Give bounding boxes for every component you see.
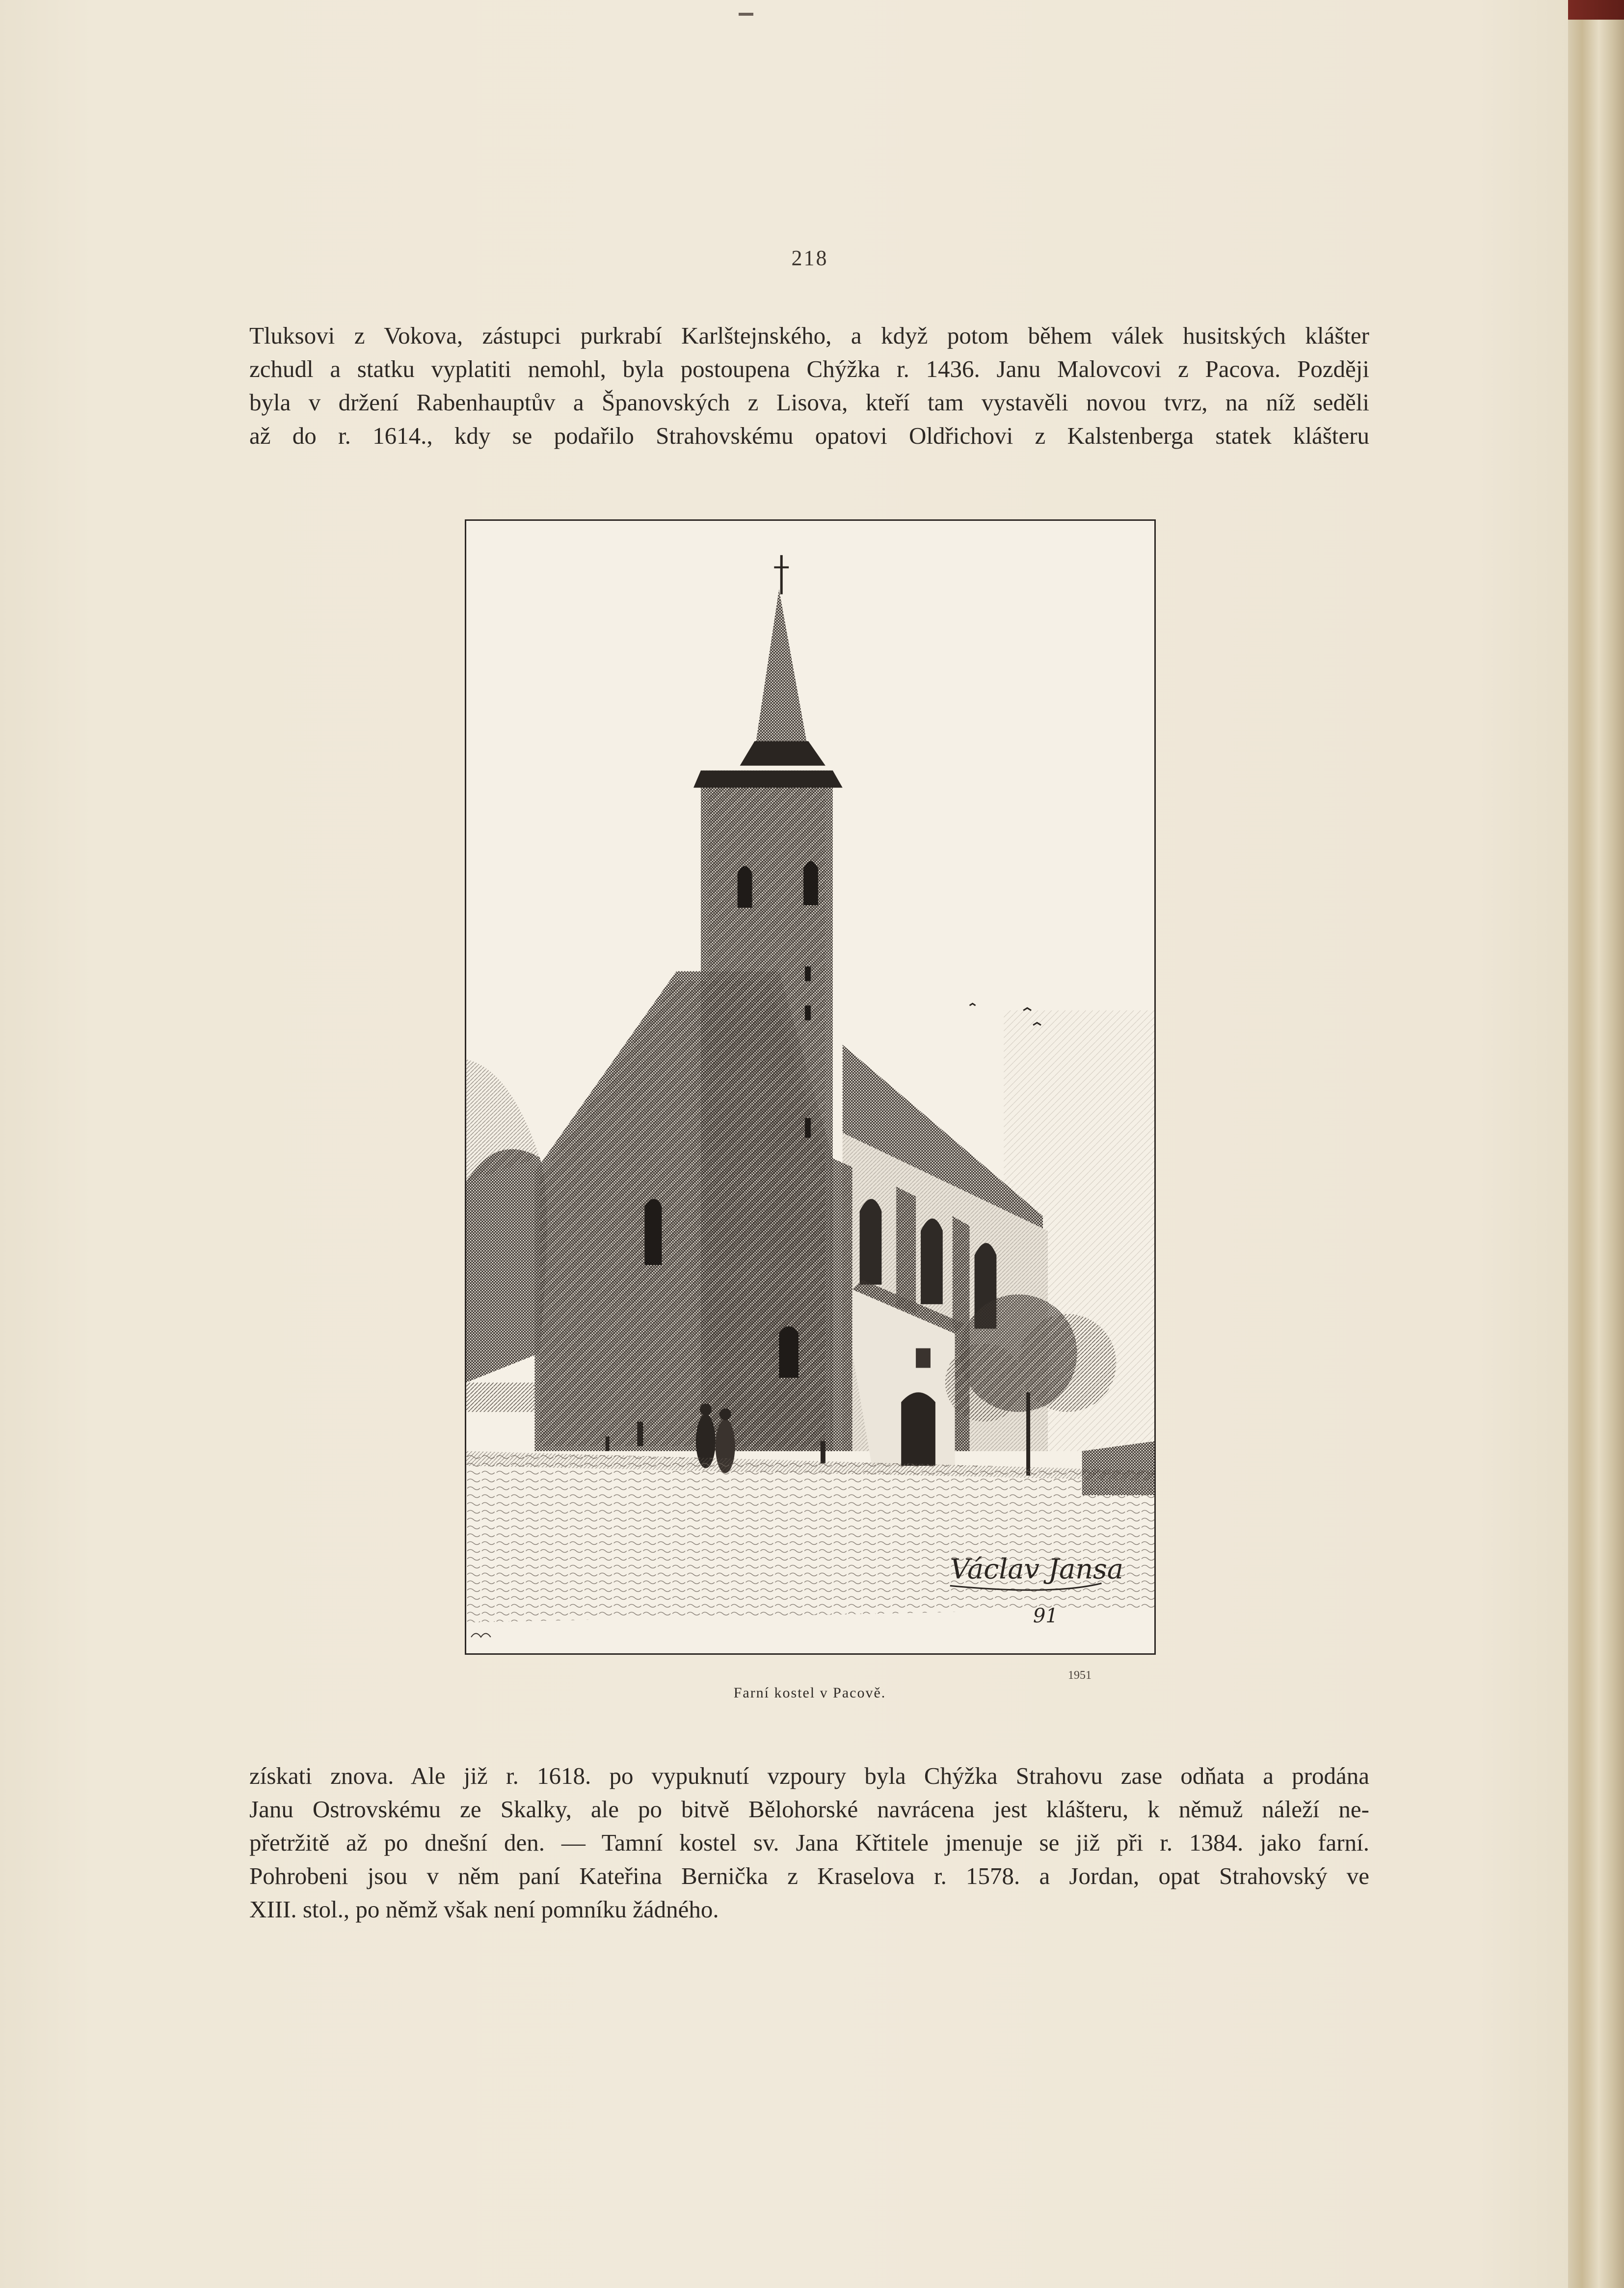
text-line: Janu Ostrovskému ze Skalky, ale po bitvě Bělohorské navrácena jest klášteru, k němuž náleží ne- [249, 1796, 1369, 1823]
page-number: 218 [791, 246, 828, 270]
binding-cloth [1568, 0, 1624, 20]
church-engraving [465, 519, 1156, 1655]
text-line: byla v držení Rabenhauptův a Španovských z Lisova, kteří tam vystavěli novou tvrz, na níž seděli [249, 389, 1369, 416]
page-top-mark [739, 13, 753, 16]
text-line: Pohrobeni jsou v něm paní Kateřina Bernička z Kraselova r. 1578. a Jordan, opat Strahovský ve [249, 1862, 1369, 1889]
book-binding [1568, 0, 1624, 2288]
bottom-paragraph [249, 1759, 1369, 1926]
signature-year: 91 [1033, 1605, 1058, 1628]
text-line: Tluksovi z Vokova, zástupci purkrabí Karlštejnského, a když potom během válek husitských klášter [249, 322, 1369, 349]
signature-text: Václav Jansa [950, 1553, 1124, 1586]
text-line: přetržitě až po dnešní den. — Tamní kostel sv. Jana Křtitele jmenuje se již při r. 1384. jako farní. [249, 1829, 1369, 1856]
text-line: zchudl a statku vyplatiti nemohl, byla postoupena Chýžka r. 1436. Janu Malovcovi z Pacova. Později [249, 355, 1369, 382]
text-line: XIII. stol., po němž však není pomníku žádného. [249, 1896, 719, 1923]
figure-caption: Farní kostel v Pacově. [733, 1685, 886, 1701]
text-line: až do r. 1614., kdy se podařilo Strahovskému opatovi Oldřichovi z Kalstenberga statek klášteru [249, 422, 1369, 449]
top-paragraph [249, 319, 1369, 453]
plate-number: 1951 [1068, 1669, 1092, 1682]
church-engraving-drawing [466, 521, 1154, 1653]
text-line: získati znova. Ale již r. 1618. po vypuknutí vzpoury byla Chýžka Strahovu zase odňata a prodána [249, 1762, 1369, 1789]
